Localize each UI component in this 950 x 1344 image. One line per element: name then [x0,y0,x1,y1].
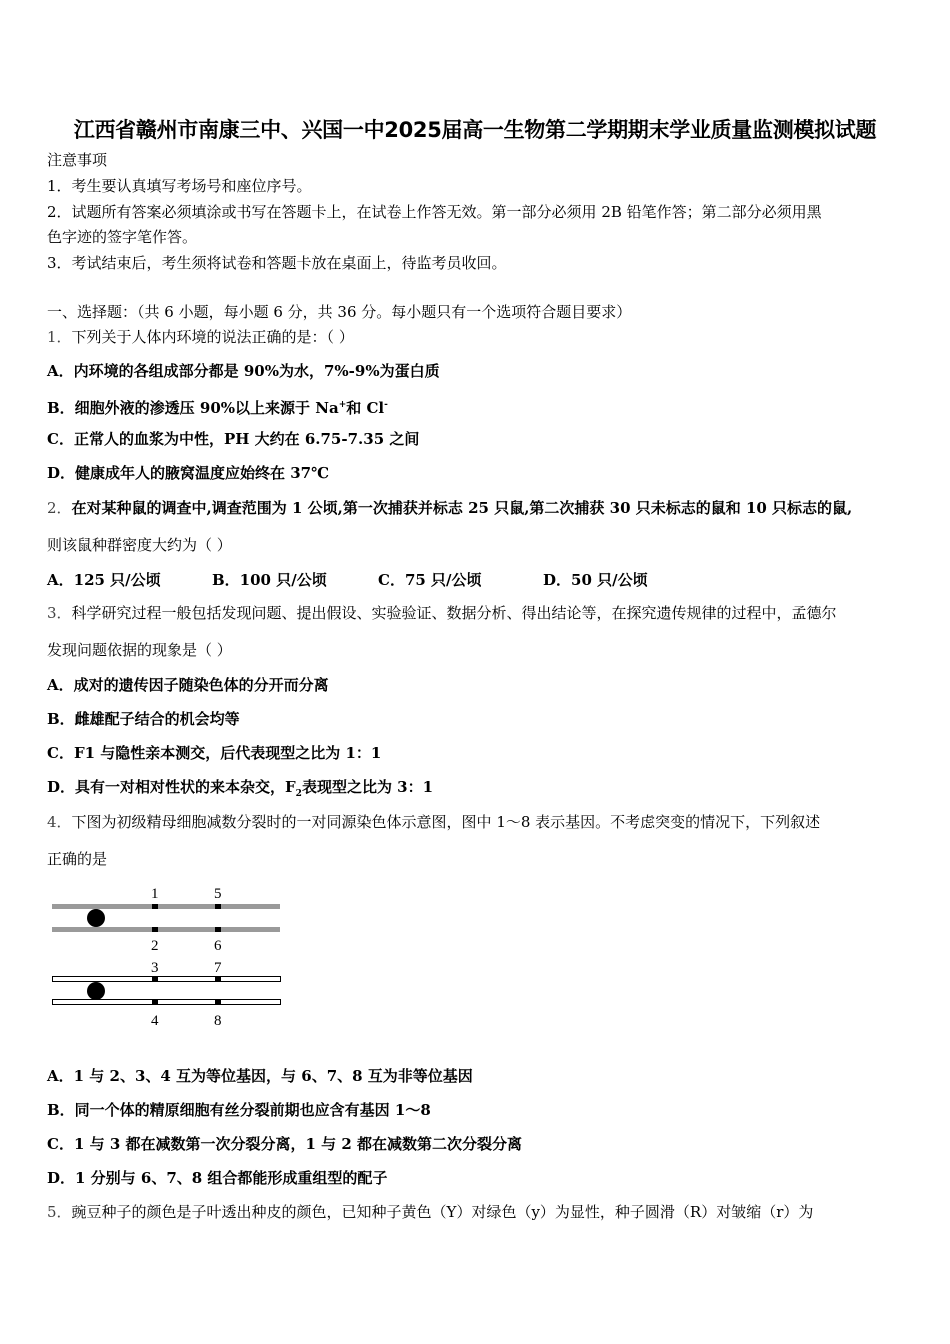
question-text: 豌豆种子的颜色是子叶透出种皮的颜色，已知种子黄色（Y）对绿色（y）为显性，种子圆滑（R）对皱缩（r）为 [71,1203,814,1221]
gene-locus [215,999,221,1005]
question-text: 在对某种鼠的调查中,调查范围为 1 公顷,第一次捕获并标志 25 只鼠,第二次捕获 30 只未标志的鼠和 10 只标志的鼠, [71,499,853,517]
centromere [87,982,105,1000]
gene-label: 7 [214,960,222,976]
question-text: 下图为初级精母细胞减数分裂时的一对同源染色体示意图，图中 1～8 表示基因。不考虑突变的情况下，下列叙述 [71,813,821,831]
option-text: D．具有一对相对性状的来本杂交，F [47,778,296,796]
q1-option-c: C．正常人的血浆为中性，PH 大约在 6.75-7.35 之间 [47,430,420,448]
q2-option-c: C．75 只/公顷 [378,571,482,589]
chromosome-figure [45,880,290,1030]
section-heading: 一、选择题：（共 6 小题，每小题 6 分，共 36 分。每小题只有一个选项符合题目要求） [47,303,632,321]
gene-label: 1 [151,886,159,902]
gene-locus [152,976,158,982]
question-number: 3． [47,604,72,622]
gene-label: 2 [151,938,159,954]
q1-option-a: A．内环境的各组成部分都是 90%为水，7%-9%为蛋白质 [47,362,440,380]
q3-option-b: B．雌雄配子结合的机会均等 [47,710,240,728]
gene-label: 8 [214,1013,222,1029]
gene-label: 5 [214,886,222,902]
q4-option-c: C．1 与 3 都在减数第一次分裂分离，1 与 2 都在减数第二次分裂分离 [47,1135,523,1153]
question-text: 下列关于人体内环境的说法正确的是：（ ） [71,328,354,346]
gene-locus [215,927,221,932]
chromatid-4 [53,1000,281,1005]
option-text: 和 Cl [346,399,385,417]
gene-locus [152,904,158,909]
gene-locus [152,999,158,1005]
question-2-stem-cont: 则该鼠种群密度大约为（ ） [47,536,232,554]
superscript: - [384,400,388,410]
page-title: 江西省赣州市南康三中、兴国一中2025届高一生物第二学期期末学业质量监测模拟试题 [73,118,877,142]
q2-option-d: D．50 只/公顷 [543,571,648,589]
q3-option-d [47,777,433,804]
gene-locus [152,927,158,932]
question-3-stem [47,603,837,623]
chromatid-2 [52,927,280,932]
gene-label: 3 [151,960,159,976]
q2-option-b: B．100 只/公顷 [212,571,327,589]
notice-item-2-cont: 色字迹的签字笔作答。 [47,228,198,246]
question-3-stem-cont: 发现问题依据的现象是（ ） [47,641,232,659]
q4-option-a: A．1 与 2、3、4 互为等位基因，与 6、7、8 互为非等位基因 [47,1067,473,1085]
q2-option-a: A．125 只/公顷 [47,571,161,589]
q4-option-b: B．同一个体的精原细胞有丝分裂前期也应含有基因 1～8 [47,1101,431,1119]
notice-item-2: 2．试题所有答案必须填涂或书写在答题卡上，在试卷上作答无效。第一部分必须用 2B 铅笔作答；第二部分必须用黑 [47,203,822,221]
question-text: 科学研究过程一般包括发现问题、提出假设、实验验证、数据分析、得出结论等，在探究遗传规律的过程中，孟德尔 [71,604,837,622]
notice-heading: 注意事项 [47,151,108,169]
question-5-stem [47,1202,813,1222]
superscript: + [338,400,347,410]
q3-option-a: A．成对的遗传因子随染色体的分开而分离 [47,676,329,694]
question-1-stem [47,327,354,347]
centromere [87,909,105,927]
q1-option-d: D．健康成年人的腋窝温度应始终在 37℃ [47,464,330,482]
notice-item-3: 3．考试结束后，考生须将试卷和答题卡放在桌面上，待监考员收回。 [47,254,507,272]
gene-locus [215,976,221,982]
chromatid-3 [53,977,281,982]
question-2-stem [47,498,852,518]
q3-option-c: C．F1 与隐性亲本测交，后代表现型之比为 1：1 [47,744,382,762]
chromatid-1 [52,904,280,909]
gene-label: 6 [214,938,222,954]
q4-option-d: D．1 分别与 6、7、8 组合都能形成重组型的配子 [47,1169,388,1187]
question-4-stem [47,812,820,832]
question-number: 4． [47,813,72,831]
gene-locus [215,904,221,909]
question-number: 1． [47,328,72,346]
question-number: 5． [47,1203,72,1221]
option-text: B．细胞外液的渗透压 90%以上来源于 Na [47,399,339,417]
notice-item-1: 1．考生要认真填写考场号和座位序号。 [47,177,312,195]
question-number: 2． [47,499,72,517]
subscript: 2 [295,789,302,799]
q1-option-b [47,395,388,418]
option-text: 表现型之比为 3：1 [301,778,434,796]
question-4-stem-cont: 正确的是 [47,850,108,868]
gene-label: 4 [151,1013,159,1029]
